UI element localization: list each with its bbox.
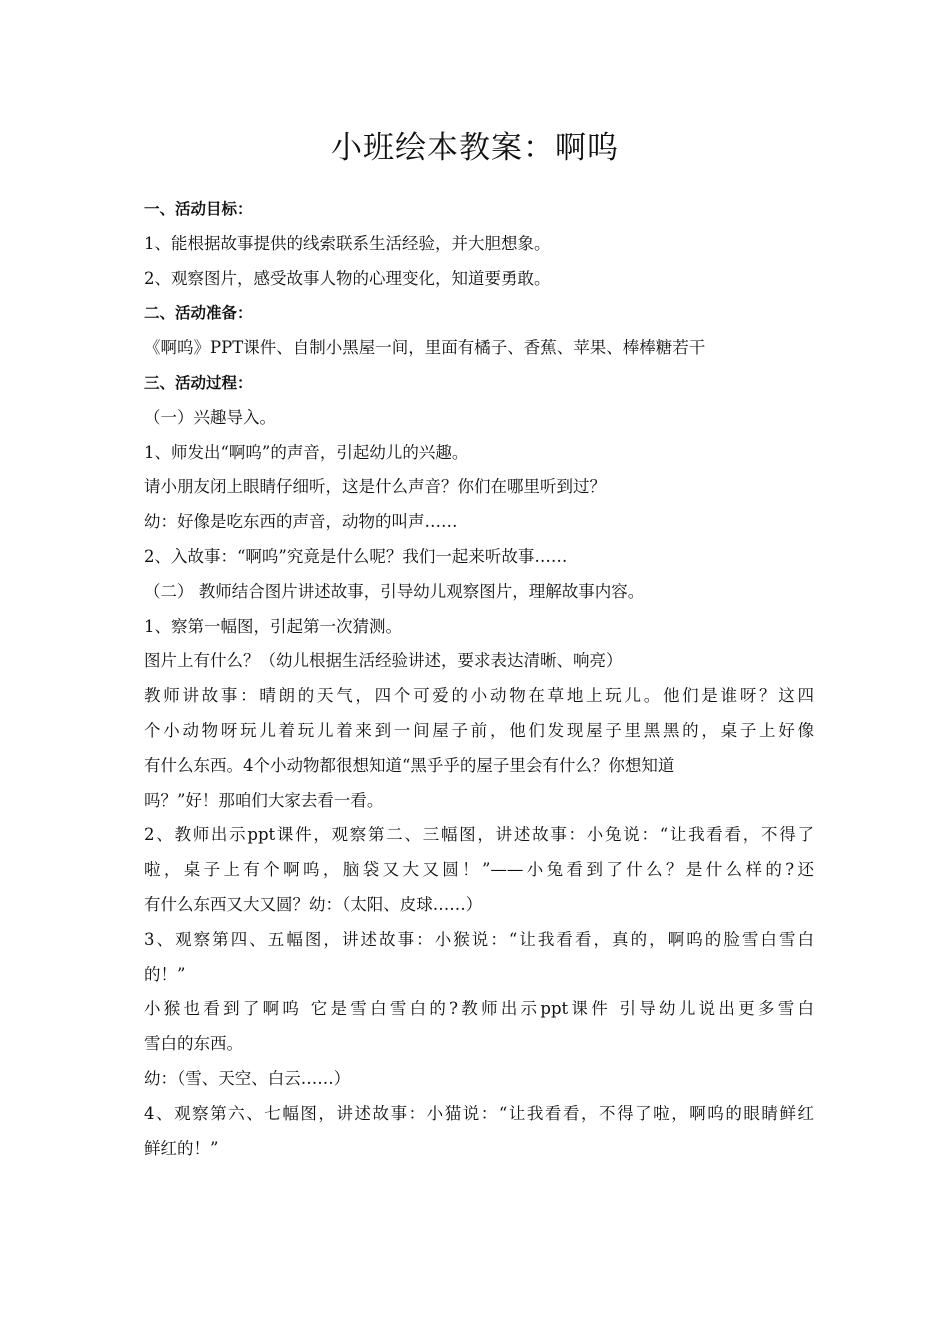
paragraph-line: 《啊呜》PPT课件、自制小黑屋一间，里面有橘子、香蕉、苹果、棒棒糖若干 (144, 338, 706, 358)
document-title: 小班绘本教案：啊呜 (331, 130, 619, 166)
paragraph-line: 的！” (144, 964, 186, 984)
paragraph-line: 1、察第一幅图，引起第一次猜测。 (144, 616, 402, 636)
paragraph-line: （一）兴趣导入。 (144, 407, 276, 427)
paragraph-line: 幼：好像是吃东西的声音，动物的叫声…… (144, 512, 458, 532)
document-body (144, 192, 814, 1166)
paragraph-line: 请小朋友闭上眼睛仔细听，这是什么声音？你们在哪里听到过？ (144, 477, 606, 497)
section-heading: 一、活动目标： (144, 200, 253, 218)
paragraph-line: 雪白的东西。 (144, 1034, 243, 1054)
paragraph-line: 2、入故事：“啊呜”究竟是什么呢？我们一起来听故事…… (144, 546, 568, 566)
paragraph-line: 1、能根据故事提供的线索联系生活经验，并大胆想象。 (144, 233, 551, 253)
paragraph-line: 4、观察第六、七幅图，讲述故事：小猫说：“让我看看，不得了啦，啊呜的眼睛鲜红 (144, 1103, 814, 1123)
paragraph-line: （二） 教师结合图片讲述故事，引导幼儿观察图片，理解故事内容。 (144, 581, 645, 601)
paragraph-line: 有什么东西。4个小动物都很想知道“黑乎乎的屋子里会有什么？你想知道 (144, 755, 675, 775)
section-heading: 三、活动过程： (144, 373, 253, 392)
paragraph-line: 吗？”好！那咱们大家去看一看。 (144, 790, 384, 810)
paragraph-line: 2、观察图片，感受故事人物的心理变化，知道要勇敢。 (144, 268, 551, 288)
paragraph-line: 有什么东西又大又圆？幼：（太阳、皮球……） (144, 894, 483, 914)
paragraph-line: 3、观察第四、五幅图，讲述故事：小猴说：“让我看看，真的，啊呜的脸雪白雪白 (144, 929, 814, 949)
section-heading: 二、活动准备： (144, 304, 253, 323)
paragraph-line: 图片上有什么？（幼儿根据生活经验讲述，要求表达清晰、响亮） (144, 651, 623, 671)
paragraph-line: 小猴也看到了啊呜 它是雪白雪白的?教师出示ppt课件 引导幼儿说出更多雪白 (144, 999, 814, 1019)
paragraph-line: 鲜红的！” (144, 1138, 219, 1158)
paragraph-line: 1、师发出“啊呜”的声音，引起幼儿的兴趣。 (144, 442, 469, 462)
paragraph-line: 个小动物呀玩儿着玩儿着来到一间屋子前，他们发现屋子里黑黑的，桌子上好像 (144, 720, 814, 740)
paragraph-line: 啦，桌子上有个啊呜，脑袋又大又圆！”——小兔看到了什么？是什么样的?还 (144, 860, 814, 880)
paragraph-line: 2、教师出示ppt课件，观察第二、三幅图，讲述故事：小兔说：“让我看看，不得了 (144, 825, 814, 845)
paragraph-line: 教师讲故事：晴朗的天气，四个可爱的小动物在草地上玩儿。他们是谁呀？这四 (144, 686, 814, 706)
paragraph-line: 幼：（雪、天空、白云……） (144, 1068, 351, 1088)
